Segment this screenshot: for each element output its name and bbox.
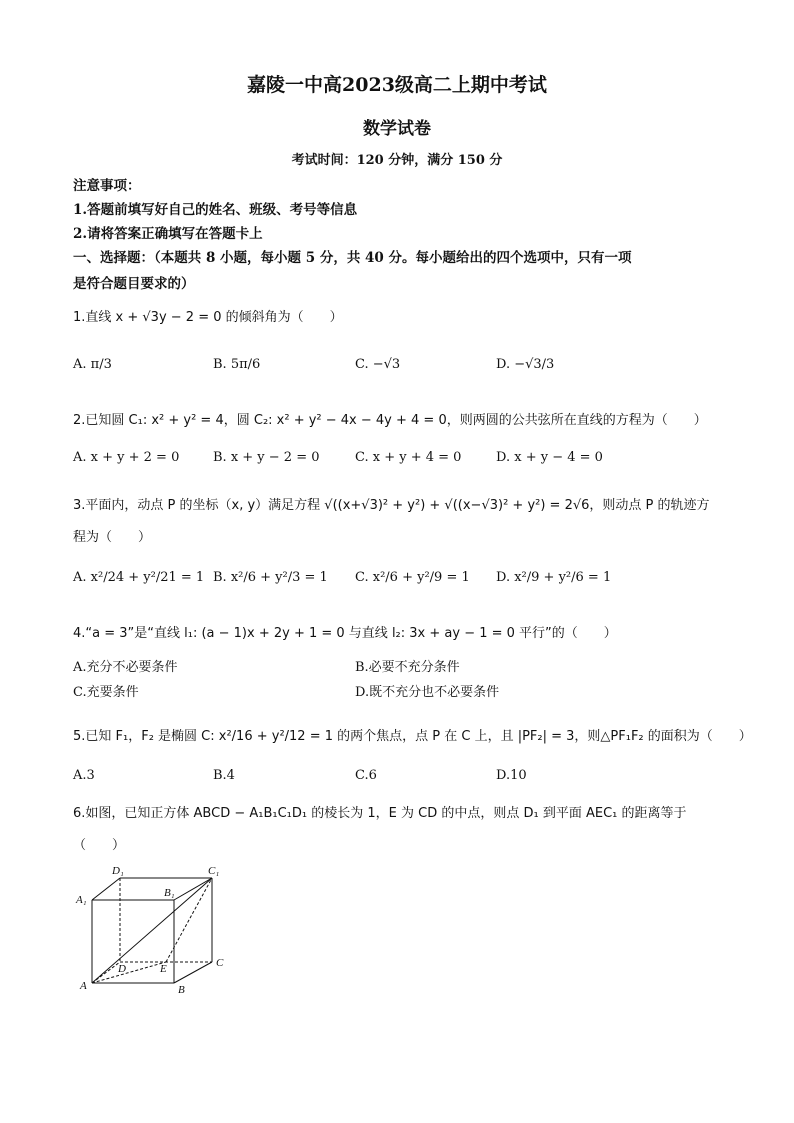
option-b: B. 5π/6 (213, 357, 261, 372)
question-stem-cont: （ ） (73, 838, 126, 853)
question-stem: 6.如图，已知正方体 ABCD − A₁B₁C₁D₁ 的棱长为 1，E 为 CD 的中点，则点 D₁ 到平面 AEC₁ 的距离等于 (73, 806, 687, 821)
option-c: C.6 (355, 768, 377, 783)
question-stem: 5.已知 F₁，F₂ 是椭圆 C: x²/16 + y²/12 = 1 的两个焦点，点 P 在 C 上，且 |PF₂| = 3，则△PF₁F₂ 的面积为（ ） (73, 729, 752, 744)
question-stem: 3.平面内，动点 P 的坐标（x, y）满足方程 √((x+√3)² + y²) + √((x−√3)² + y²) = 2√6，则动点 P 的轨迹方 (73, 498, 710, 513)
option-d: D.10 (496, 768, 527, 783)
option-d: D. x²/9 + y²/6 = 1 (496, 570, 612, 585)
note-item: 1.答题前填写好自己的姓名、班级、考号等信息 (73, 202, 358, 218)
edge-ad-hidden (92, 962, 120, 983)
label-d: D (118, 963, 126, 975)
option-b: B. x²/6 + y²/3 = 1 (213, 570, 328, 585)
option-d: D.既不充分也不必要条件 (355, 685, 500, 700)
question-stem: 2.已知圆 C₁: x² + y² = 4，圆 C₂: x² + y² − 4x − 4y + 4 = 0，则两圆的公共弦所在直线的方程为（ ） (73, 413, 707, 428)
label-c1: C₁ (208, 865, 220, 877)
option-b: B.4 (213, 768, 235, 783)
label-a1: A₁ (76, 894, 87, 906)
section-heading: 一、选择题：（本题共 8 小题，每小题 5 分，共 40 分。每小题给出的四个选项中，只有一项 (73, 250, 632, 266)
question-stem: 4.“a = 3”是“直线 l₁: (a − 1)x + 2y + 1 = 0 与直线 l₂: 3x + ay − 1 = 0 平行”的（ ） (73, 626, 617, 641)
option-d: D. −√3/3 (496, 357, 555, 372)
exam-title: 嘉陵一中高2023级高二上期中考试 (247, 74, 547, 96)
edge-bc (174, 962, 212, 983)
diagonal-ac1 (92, 878, 212, 983)
label-e: E (160, 963, 167, 975)
label-b: B (178, 984, 185, 996)
edge-a1d1 (92, 878, 120, 900)
option-a: A. x + y + 2 = 0 (73, 450, 180, 465)
option-d: D. x + y − 4 = 0 (496, 450, 603, 465)
option-a: A.充分不必要条件 (73, 660, 178, 675)
option-b: B.必要不充分条件 (355, 660, 460, 675)
option-a: A.3 (73, 768, 95, 783)
option-a: A. π/3 (73, 357, 112, 372)
notes-heading: 注意事项： (73, 178, 141, 194)
label-c: C (216, 957, 224, 969)
edge-b1c1 (174, 878, 212, 900)
question-stem-cont: 程为（ ） (73, 530, 152, 545)
option-c: C. x²/6 + y²/9 = 1 (355, 570, 470, 585)
question-stem: 1.直线 x + √3y − 2 = 0 的倾斜角为（ ） (73, 310, 343, 325)
option-c: C. x + y + 4 = 0 (355, 450, 462, 465)
note-item: 2.请将答案正确填写在答题卡上 (73, 226, 263, 242)
option-a: A. x²/24 + y²/21 = 1 (73, 570, 205, 585)
exam-info: 考试时间：120 分钟，满分 150 分 (291, 153, 503, 168)
label-b1: B₁ (164, 887, 175, 899)
segment-ae-hidden (92, 962, 166, 983)
option-c: C. −√3 (355, 357, 401, 372)
section-heading-cont: 是符合题目要求的） (73, 276, 195, 292)
option-c: C.充要条件 (73, 685, 139, 700)
label-d1: D₁ (112, 865, 124, 877)
label-a: A (80, 980, 87, 992)
option-b: B. x + y − 2 = 0 (213, 450, 320, 465)
exam-subtitle: 数学试卷 (363, 119, 431, 139)
cube-figure (70, 858, 230, 998)
